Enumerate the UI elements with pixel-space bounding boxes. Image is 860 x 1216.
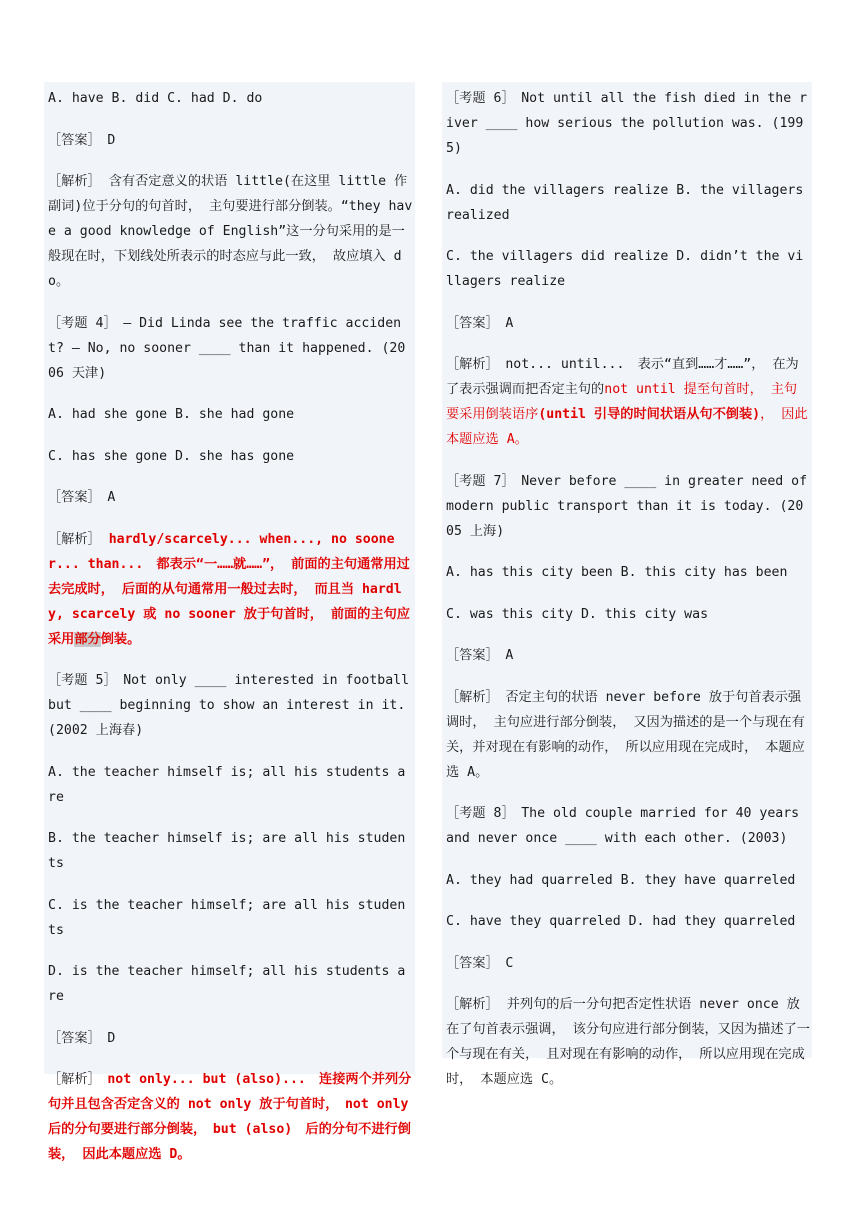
q6-analysis-red: not until 提至句首时， 主句要采用倒装语序 <box>446 382 798 422</box>
q5-option-a: A. the teacher himself is; all his students are <box>48 764 406 805</box>
q5-analysis-label: ［解析］ <box>48 1072 108 1087</box>
q4-analysis <box>48 527 413 652</box>
q6-analysis-red-bold: (until 引导的时间状语从句不倒装) <box>538 407 761 422</box>
q5-answer: ［答案］ D <box>48 1030 116 1046</box>
q5-option-b: B. the teacher himself is; are all his students <box>48 831 406 871</box>
q4-question: ［考题 4］ — Did Linda see the traffic accident? — No, no sooner ____ than it happened. (2006 天津) <box>48 315 406 381</box>
q4-analysis-label: ［解析］ <box>48 531 109 547</box>
q4-options-cd: C. has she gone D. she has gone <box>48 448 295 464</box>
q7-options-cd: C. was this city D. this city was <box>446 606 709 622</box>
q5-option-c: C. is the teacher himself; are all his students <box>48 897 406 938</box>
q3-analysis: ［解析］ 含有否定意义的状语 little(在这里 little 作副词)位于分句的句首时， 主句要进行部分倒装。“they have a good knowledge of English”这一分句采用的是一般现在时，下划线处所表示的时态应与此一致， 故应填入 do。 <box>48 174 413 289</box>
q7-question: ［考题 7］ Never before ____ in greater need of modern public transport than it is today. (2005 上海) <box>446 473 808 539</box>
q8-answer: ［答案］ C <box>446 955 514 971</box>
q8-analysis: ［解析］ 并列句的后一分句把否定性状语 never once 放在了句首表示强调， 该分句应进行部分倒装，又因为描述了一个与现在有关， 且对现在有影响的动作， 所以应用现在完成时， 本题应选 C。 <box>446 997 810 1087</box>
q5-analysis-text: not only... but (also)... 连接两个并列分句并且包含否定含义的 not only 放于句首时， not only 后的分句要进行部分倒装， but (also) 后的分句不进行倒装， 因此本题应选 D。 <box>48 1072 412 1162</box>
q6-analysis <box>446 352 810 452</box>
q8-question: ［考题 8］ The old couple married for 40 years and never once ____ with each other. (2003) <box>446 806 800 846</box>
q6-options-cd: C. the villagers did realize D. didn’t the villagers realize <box>446 249 804 289</box>
q5-analysis <box>48 1067 413 1167</box>
q4-options-ab: A. had she gone B. she had gone <box>48 407 295 422</box>
q6-analysis-text: ［解析］ not... until... 表示“直到……才……”， 在为了表示强调而把否定主句的 <box>446 357 799 397</box>
left-column <box>44 82 415 1162</box>
q7-analysis: ［解析］ 否定主句的状语 never before 放于句首表示强调时， 主句应进行部分倒装， 又因为描述的是一个与现在有关，并对现在有影响的动作， 所以应用现在完成时， 本题应选 A。 <box>446 689 805 780</box>
q4-analysis-text: hardly/scarcely... when..., no sooner... than... 都表示“一……就……”， 前面的主句通常用过去完成时， 后面的从句通常用一般过去时， 而且当 hardly, scarcely 或 no sooner 放于句首时， 前面的主句应采用 <box>48 531 410 647</box>
q6-analysis-red-tail: ， 因此本题应选 A。 <box>446 407 808 447</box>
q7-options-ab: A. has this city been B. this city has been <box>446 565 788 580</box>
q6-answer: ［答案］ A <box>446 315 514 331</box>
q8-options-ab: A. they had quarreled B. they have quarreled <box>446 872 796 888</box>
q3-answer: ［答案］ D <box>48 132 116 148</box>
q4-analysis-tail: 倒装。 <box>100 631 141 647</box>
q4-analysis-highlight: 部分 <box>74 631 101 647</box>
q5-option-d: D. is the teacher himself; all his students are <box>48 964 406 1004</box>
q4-answer: ［答案］ A <box>48 490 116 505</box>
q7-answer: ［答案］ A <box>446 648 514 663</box>
q6-options-ab: A. did the villagers realize B. the villagers realized <box>446 182 804 223</box>
q8-options-cd: C. have they quarreled D. had they quarreled <box>446 914 796 929</box>
q5-question: ［考题 5］ Not only ____ interested in football but ____ beginning to show an interest in it. (2002 上海春) <box>48 673 410 738</box>
right-column <box>442 82 812 1087</box>
q3-options: A. have B. did C. had D. do <box>48 91 263 106</box>
q6-question: ［考题 6］ Not until all the fish died in the river ____ how serious the pollution was. (1995) <box>446 91 808 156</box>
